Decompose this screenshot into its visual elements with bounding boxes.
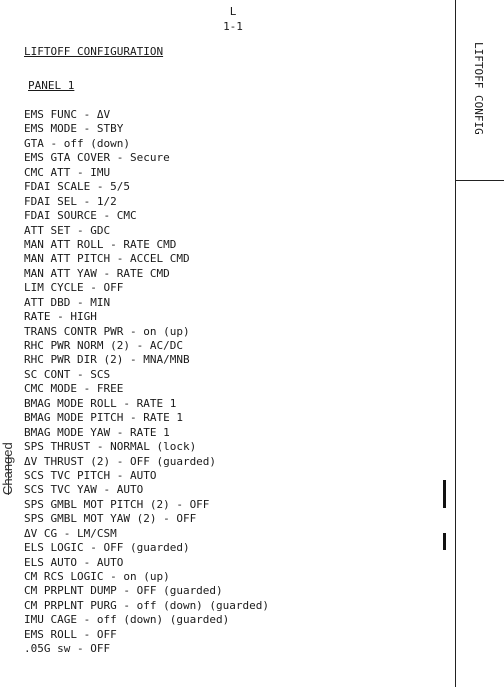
checklist-item: SCS TVC YAW - AUTO [24,483,144,497]
checklist-item: TRANS CONTR PWR - on (up) [24,324,190,338]
checklist-item: SC CONT - SCS [24,367,111,381]
change-bar [443,480,446,508]
checklist-item: MAN ATT ROLL - RATE CMD [24,237,177,251]
checklist-item: LIM CYCLE - OFF [24,281,124,295]
checklist-item: ELS LOGIC - OFF (guarded) [24,541,190,555]
section-title: LIFTOFF CONFIGURATION [24,45,164,58]
checklist-item: ΔV CG - LM/CSM [24,526,117,540]
tab-divider-horizontal [455,180,504,181]
page-number: 1-1 [223,20,243,33]
checklist [24,108,269,657]
checklist-item: MAN ATT PITCH - ACCEL CMD [24,252,190,266]
checklist-item: EMS FUNC - ΔV [24,108,111,121]
checklist-item: RHC PWR NORM (2) - AC/DC [24,339,183,352]
checklist-item: BMAG MODE ROLL - RATE 1 [24,396,177,410]
checklist-item: IMU CAGE - off (down) (guarded) [24,613,230,627]
checklist-item: GTA - off (down) [24,136,130,150]
checklist-item: FDAI SCALE - 5/5 [24,180,130,194]
checklist-item: RATE - HIGH [24,310,97,324]
checklist-item: BMAG MODE PITCH - RATE 1 [24,411,183,425]
checklist-item: CM PRPLNT DUMP - OFF (guarded) [24,584,223,598]
checklist-item: SPS THRUST - NORMAL (lock) [24,440,197,454]
change-indicator-label: Changed [0,442,15,495]
checklist-item: CMC ATT - IMU [24,165,111,179]
checklist-item: ΔV THRUST (2) - OFF (guarded) [24,454,217,468]
tab-divider-vertical [455,0,456,687]
panel-label: PANEL 1 [28,79,75,92]
checklist-item: EMS MODE - STBY [24,122,124,136]
checklist-item: ATT DBD - MIN [24,295,111,309]
checklist-item: SPS GMBL MOT YAW (2) - OFF [24,512,197,526]
page-letter: L [229,5,237,18]
checklist-item: EMS ROLL - OFF [24,627,117,641]
checklist-item: ELS AUTO - AUTO [24,555,124,569]
checklist-item: CMC MODE - FREE [24,382,124,396]
checklist-item: CM RCS LOGIC - on (up) [24,570,170,583]
checklist-item: FDAI SOURCE - CMC [24,209,137,223]
checklist-item: EMS GTA COVER - Secure [24,151,170,165]
checklist-item: .05G sw - OFF [24,642,111,656]
checklist-item: CM PRPLNT PURG - off (down) (guarded) [24,598,270,612]
checklist-item: BMAG MODE YAW - RATE 1 [24,425,170,439]
checklist-item: FDAI SEL - 1/2 [24,194,117,208]
checklist-item: RHC PWR DIR (2) - MNA/MNB [24,353,190,367]
checklist-item: MAN ATT YAW - RATE CMD [24,266,170,280]
checklist-item: SCS TVC PITCH - AUTO [24,468,157,482]
checklist-item: ATT SET - GDC [24,223,111,237]
change-bar [443,533,446,550]
side-tab-label: LIFTOFF CONFIG [472,42,485,135]
change-indicator [0,442,15,495]
checklist-item: SPS GMBL MOT PITCH (2) - OFF [24,497,210,511]
